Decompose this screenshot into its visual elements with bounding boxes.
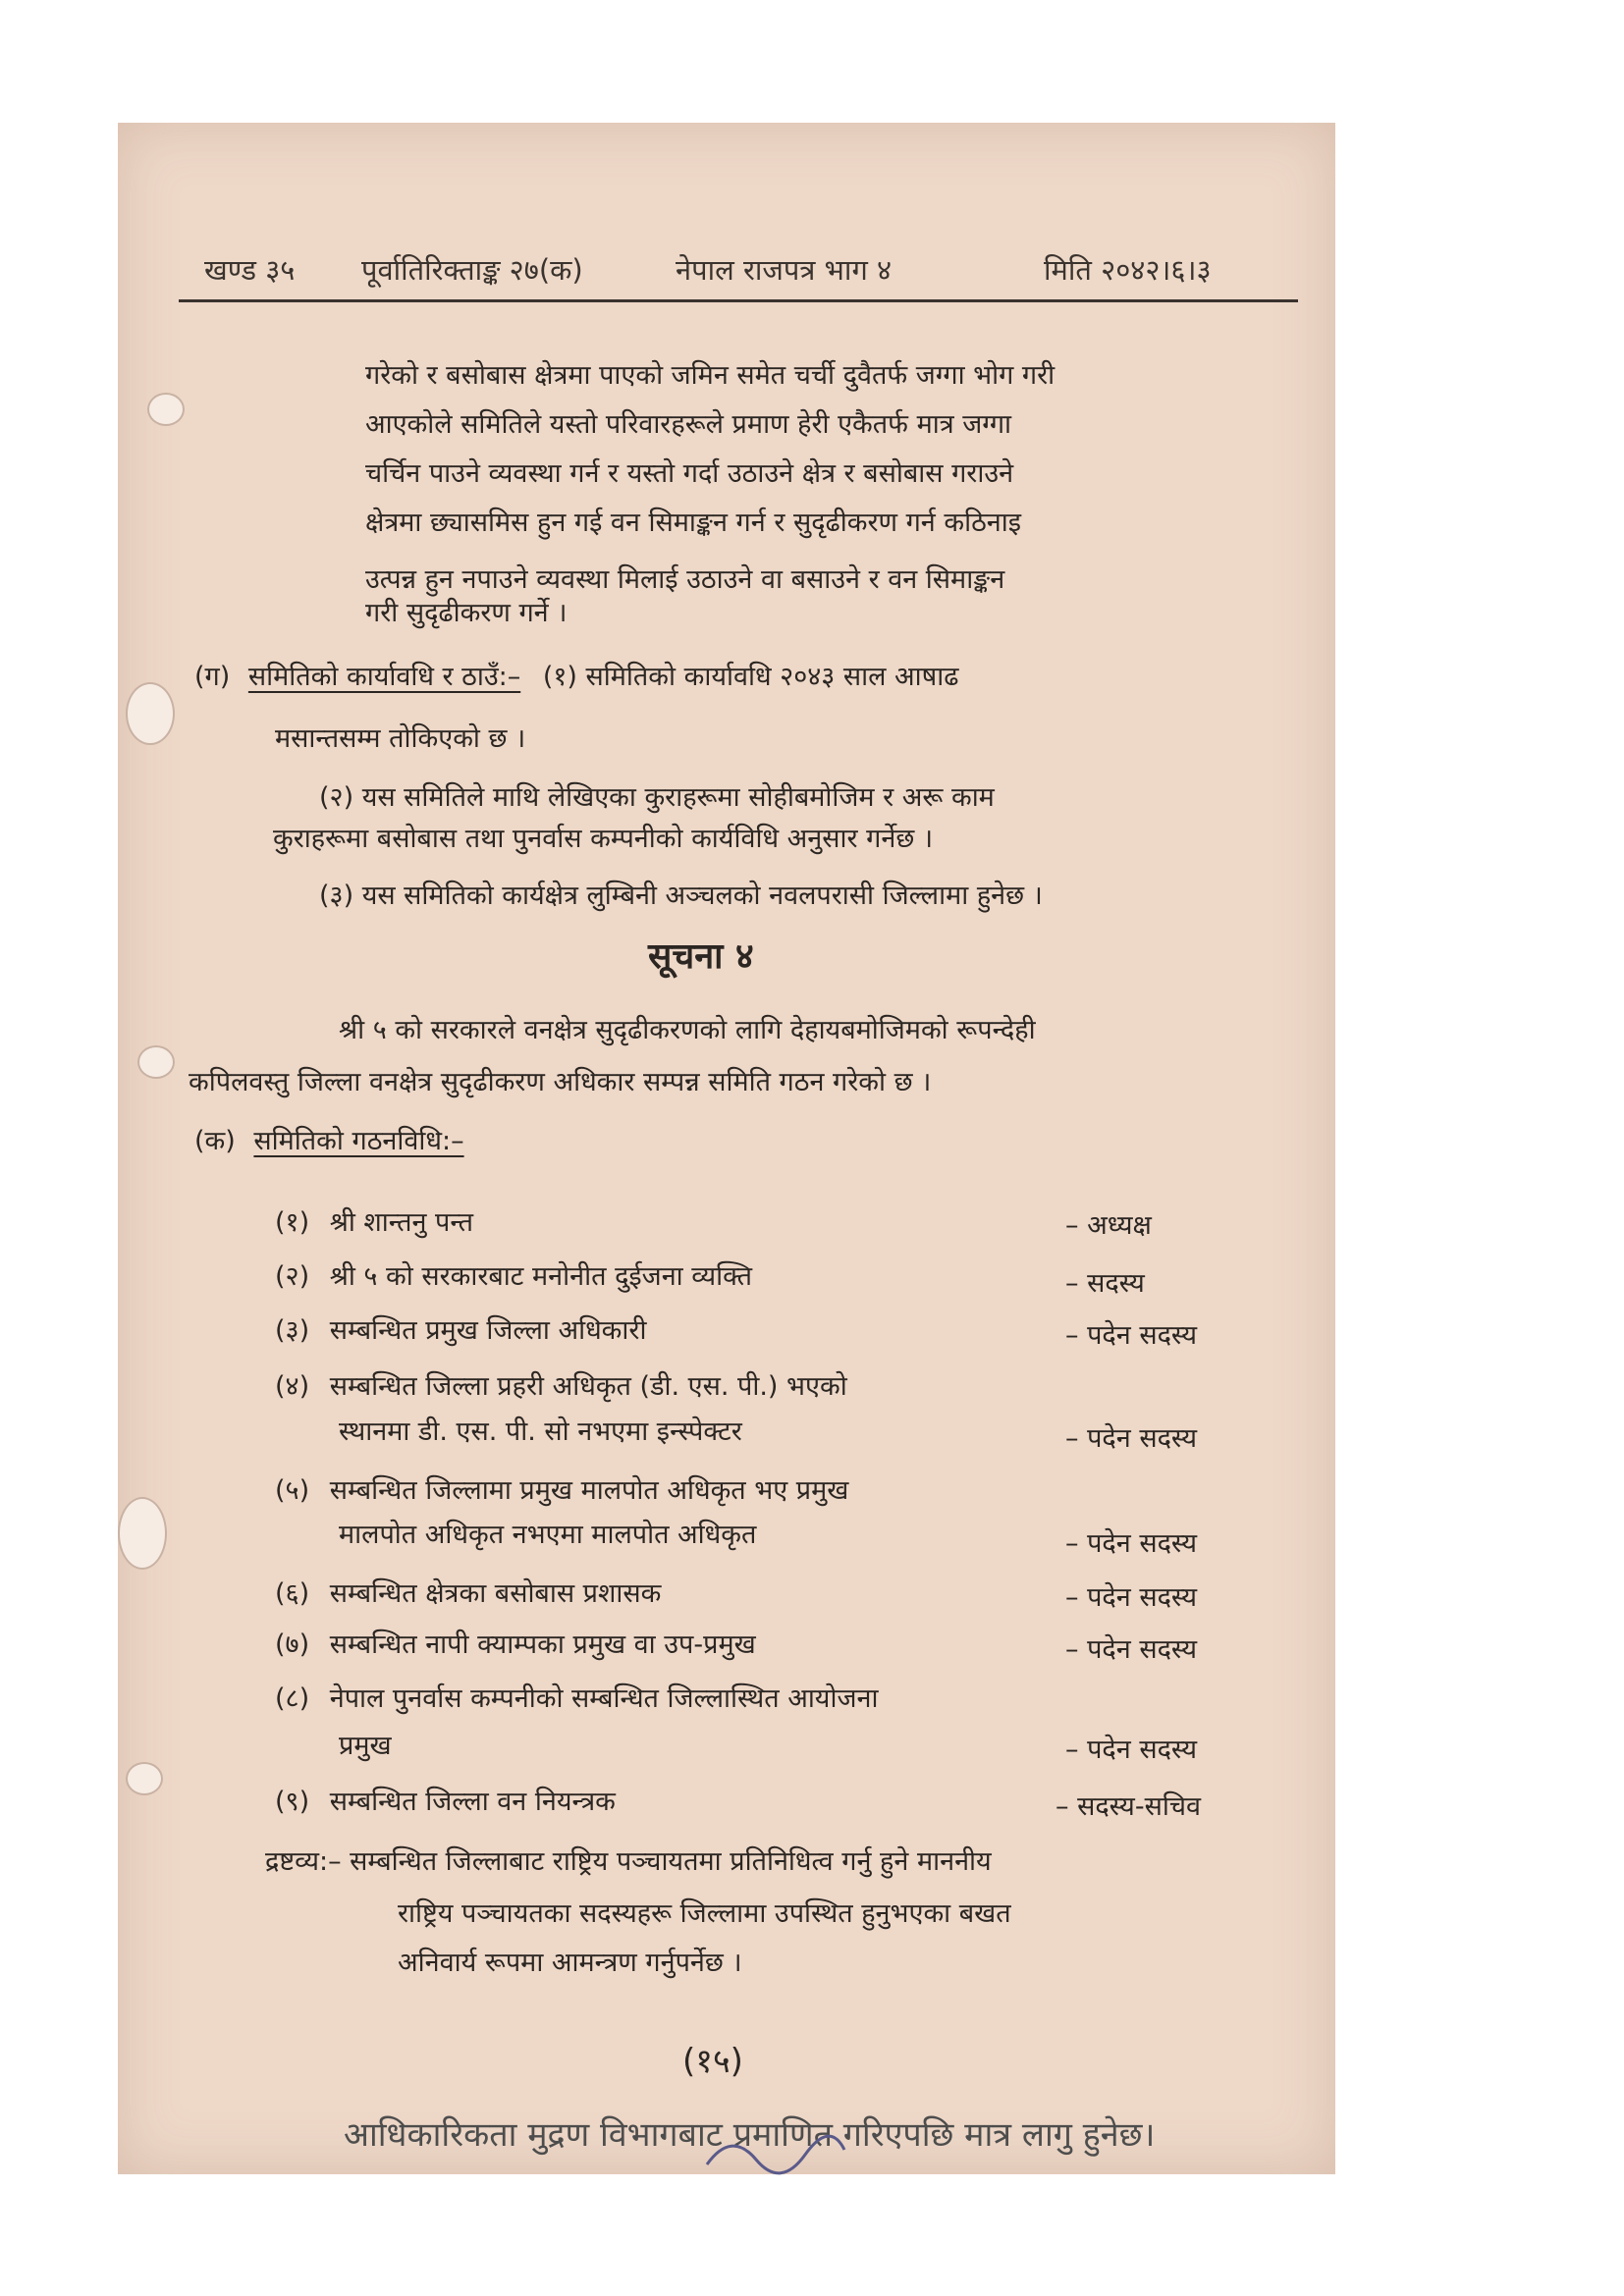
member-role: – पदेन सदस्य <box>1065 1320 1198 1351</box>
member-number: (८) <box>275 1683 310 1714</box>
member-number: (२) <box>275 1261 310 1292</box>
binding-hole <box>137 1045 175 1079</box>
member-row <box>275 1782 616 1818</box>
notice-intro-line: कपिलवस्तु जिल्ला वनक्षेत्र सुदृढीकरण अधिकार सम्पन्न समिति गठन गरेको छ । <box>189 1067 932 1097</box>
member-name: श्री शान्तनु पन्त <box>329 1207 474 1238</box>
member-name: सम्बन्धित नापी क्याम्पका प्रमुख वा उप-प्रमुख <box>329 1629 756 1660</box>
paragraph-line: गरेको र बसोबास क्षेत्रमा पाएको जमिन समेत चर्ची दुवैतर्फ जग्गा भोग गरी <box>365 360 1056 391</box>
member-name: श्री ५ को सरकारबाट मनोनीत दुईजना व्यक्ति <box>329 1261 753 1292</box>
member-row <box>275 1202 473 1239</box>
header-rule <box>179 299 1298 302</box>
paragraph-line: गरी सुदृढीकरण गर्ने । <box>365 598 568 628</box>
authenticity-footer: आधिकारिकता मुद्रण विभागबाट प्रमाणित गरिएपछि मात्र लागु हुनेछ। <box>344 2115 1156 2155</box>
notice-intro-line: श्री ५ को सरकारले वनक्षेत्र सुदृढीकरणको लागि देहायबमोजिमको रूपन्देही <box>339 1015 1036 1045</box>
section-heading: समितिको कार्यावधि र ठाउँ:– <box>247 662 521 692</box>
member-row <box>275 1256 752 1293</box>
member-number: (५) <box>275 1475 310 1506</box>
member-row <box>275 1366 847 1403</box>
member-role: – पदेन सदस्य <box>1065 1423 1198 1454</box>
binding-hole <box>126 682 175 745</box>
member-number: (४) <box>275 1371 310 1402</box>
handwritten-mark <box>702 2120 849 2179</box>
member-number: (३) <box>275 1315 310 1346</box>
section-label: (क) <box>194 1126 236 1156</box>
section-label: (ग) <box>194 662 231 692</box>
binding-hole <box>147 393 185 426</box>
binding-hole <box>118 1497 167 1570</box>
paragraph-line: आएकोले समितिले यस्तो परिवारहरूले प्रमाण हेरी एकैतर्फ मात्र जग्गा <box>365 409 1012 440</box>
member-name: सम्बन्धित क्षेत्रका बसोबास प्रशासक <box>329 1578 662 1609</box>
member-name-cont: प्रमुख <box>339 1731 392 1761</box>
member-role: – पदेन सदस्य <box>1065 1735 1198 1765</box>
issue-date: मिति २०४२।६।३ <box>1044 253 1212 287</box>
member-row <box>275 1470 848 1507</box>
member-name: सम्बन्धित प्रमुख जिल्ला अधिकारी <box>329 1315 647 1346</box>
member-row <box>275 1310 646 1347</box>
member-number: (६) <box>275 1578 310 1609</box>
member-name-cont: मालपोत अधिकृत नभएमा मालपोत अधिकृत <box>339 1520 757 1550</box>
member-number: (१) <box>275 1207 310 1238</box>
note-line: अनिवार्य रूपमा आमन्त्रण गर्नुपर्नेछ । <box>398 1948 742 1978</box>
section-item-3: (३) यस समितिको कार्यक्षेत्र लुम्बिनी अञ्चलको नवलपरासी जिल्लामा हुनेछ । <box>319 881 1043 911</box>
section-heading: समितिको गठनविधि:– <box>253 1126 464 1156</box>
member-name: सम्बन्धित जिल्ला वन नियन्त्रक <box>329 1787 616 1817</box>
issue-number: पूर्वातिरिक्ताङ्क २७(क) <box>361 253 583 287</box>
paragraph-line: क्षेत्रमा छ्यासमिस हुन गई वन सिमाङ्कन गर्न र सुदृढीकरण गर्न कठिनाइ <box>365 507 1022 538</box>
section-text: मसान्तसम्म तोकिएको छ । <box>275 723 526 754</box>
member-role: – पदेन सदस्य <box>1065 1582 1198 1613</box>
member-role: – सदस्य-सचिव <box>1056 1791 1201 1822</box>
section-ga-line1 <box>194 653 958 702</box>
member-role: – सदस्य <box>1065 1268 1145 1299</box>
continuation-paragraph <box>365 351 1055 638</box>
member-row <box>275 1625 756 1661</box>
member-number: (७) <box>275 1629 310 1660</box>
member-name: नेपाल पुनर्वास कम्पनीको सम्बन्धित जिल्लास्थित आयोजना <box>329 1683 879 1714</box>
notice-title: सूचना ४ <box>648 936 754 977</box>
gazette-name: नेपाल राजपत्र भाग ४ <box>676 253 893 287</box>
member-name: सम्बन्धित जिल्ला प्रहरी अधिकृत (डी. एस. पी.) भएको <box>329 1371 847 1402</box>
member-role: – पदेन सदस्य <box>1065 1528 1198 1559</box>
paragraph-line: उत्पन्न हुन नपाउने व्यवस्था मिलाई उठाउने वा बसाउने र वन सिमाङ्कन <box>365 564 1005 595</box>
page-number: (१५) <box>682 2042 743 2081</box>
section-item-2: (२) यस समितिले माथि लेखिएका कुराहरूमा सोहीबमोजिम र अरू काम <box>319 782 995 813</box>
section-ka-heading <box>194 1117 464 1166</box>
member-role: – अध्यक्ष <box>1065 1210 1152 1241</box>
member-name: सम्बन्धित जिल्लामा प्रमुख मालपोत अधिकृत भए प्रमुख <box>329 1475 849 1506</box>
volume-number: खण्ड ३५ <box>204 253 296 287</box>
section-item-2-cont: कुराहरूमा बसोबास तथा पुनर्वास कम्पनीको कार्यविधि अनुसार गर्नेछ । <box>273 824 934 854</box>
member-role: – पदेन सदस्य <box>1065 1634 1198 1665</box>
member-number: (९) <box>275 1787 310 1817</box>
section-text: (१) समितिको कार्यावधि २०४३ साल आषाढ <box>542 662 959 692</box>
paragraph-line: चर्चिन पाउने व्यवस्था गर्न र यस्तो गर्दा उठाउने क्षेत्र र बसोबास गराउने <box>365 458 1014 489</box>
member-name-cont: स्थानमा डी. एस. पी. सो नभएमा इन्स्पेक्टर <box>339 1416 742 1447</box>
note-line: राष्ट्रिय पञ्चायतका सदस्यहरू जिल्लामा उपस्थित हुनुभएका बखत <box>398 1898 1011 1929</box>
binding-hole <box>126 1762 163 1795</box>
member-row <box>275 1679 878 1715</box>
note-line: द्रष्टव्य:– सम्बन्धित जिल्लाबाट राष्ट्रिय पञ्चायतमा प्रतिनिधित्व गर्नु हुने माननीय <box>265 1846 992 1877</box>
member-row <box>275 1574 661 1610</box>
